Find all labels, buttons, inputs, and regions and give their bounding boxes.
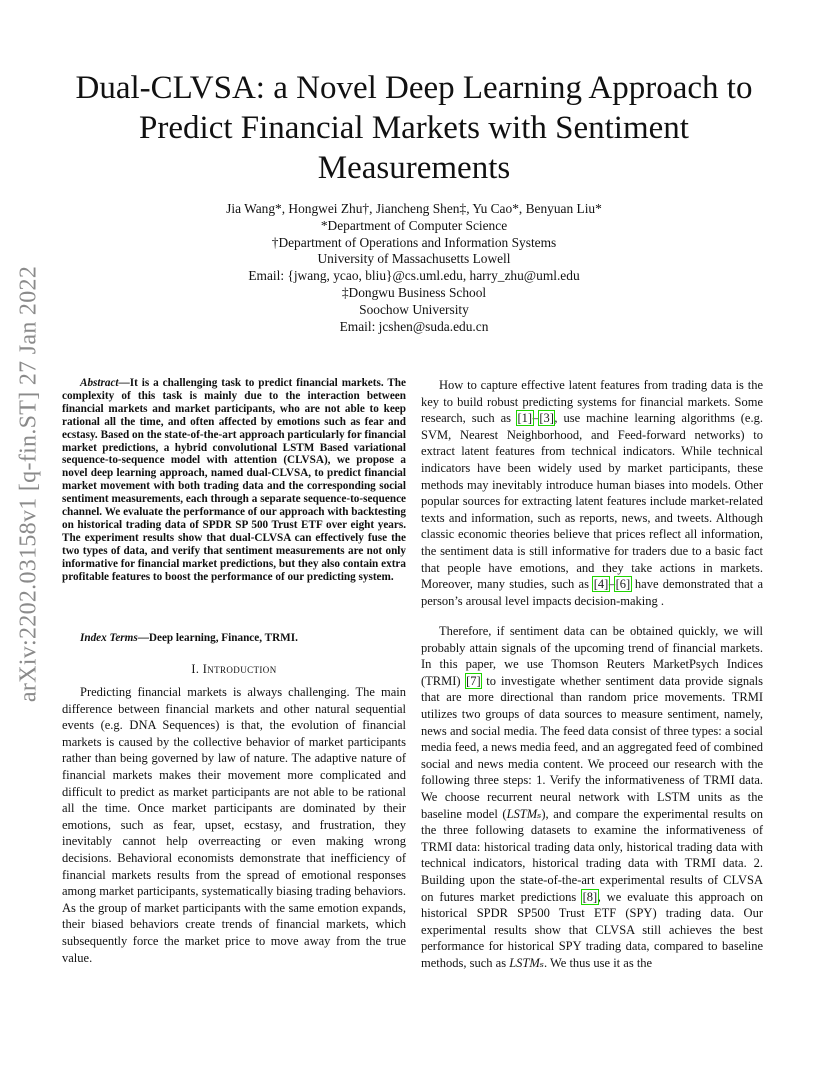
abstract-text: —It is a challenging task to predict financial markets. The complexity of this task is mainly due to the interaction between financial markets and market participants, who are not able to keep rational all the time, and often affected by emotions such as fear and ecstasy. Based on the state-of-the-art approach particularly for financial market predictions, a hybrid convolutional LSTM Based variational sequence-to-sequence model with attention (CLVSA), we propose a novel deep learning approach, named dual-CLVSA, to predict financial market movement with both trading data and the corresponding social sentiment measurements, each through a separate sequence-to-sequence channel. We evaluate the performance of our approach with backtesting on historical trading data of SPDR SP 500 Trust ETF over eight years. The experiment results show that dual-CLVSA can effectively fuse the two types of data, and verify that sentiment measurements are not only informative for financial market predictions, but they also contain extra profitable features to boost the performance of our predicting system.	[62, 377, 406, 583]
affiliation-line: *Department of Computer Science	[320, 217, 508, 233]
email-line: Email: jcshen@suda.edu.cn	[339, 318, 489, 334]
email-line: Email: {jwang, ycao, bliu}@cs.uml.edu, harry_zhu@uml.edu	[248, 268, 580, 284]
paper-title: Dual-CLVSA: a Novel Deep Learning Approach to Predict Financial Markets with Sentiment Measurements	[75, 70, 753, 186]
abstract	[62, 377, 406, 584]
index-terms	[62, 632, 406, 645]
intro-paragraph-right-2: Therefore, if sentiment data can be obtained quickly, we will probably attain signals of the upcoming trend of financial markets. In this paper, we use Thomson Reuters MarketPsych Indices (TRMI) [7] to investigate whether sentiment data provide signals that are more directional than random price movements. TRMI utilizes two groups of data sources to measure sentiment, namely, news and social media. The feed data consist of three types: a social media feed, a news media feed, and an aggregated feed of combined social and news media content. We proceed our research with the following three steps: 1. Verify the informativeness of TRMI data. We choose recurrent neural network with LSTM units as the baseline model (LSTMₛ), and compare the experimental results on the three following datasets to examine the informativeness of TRMI data: historical trading data only, historical trading data with technical indicators, historical trading data with TRMI data. 2. Building upon the state-of-the-art experimental results of CLVSA on futures market predictions [8], we evaluate this approach on historical SPDR SP500 Trust ETF (SPY) trading data. Our experimental results show that CLVSA still achieves the best performance for historical SPY trading data, compared to baseline methods, such as LSTMₛ. We thus use it as the	[421, 624, 763, 970]
citation-link[interactable]: [8]	[582, 889, 598, 904]
author-names: Jia Wang*, Hongwei Zhu†, Jiancheng Shen‡, Yu Cao*, Benyuan Liu*	[226, 201, 602, 216]
index-terms-text: —Deep learning, Finance, TRMI.	[137, 632, 298, 644]
citation-link[interactable]: [4]	[593, 577, 609, 592]
citation-link[interactable]: [1]	[517, 411, 533, 426]
citation-link[interactable]: [6]	[615, 577, 631, 592]
affiliation-line: Soochow University	[359, 301, 469, 317]
author-block	[100, 201, 728, 335]
math-symbol: LSTMₛ	[509, 955, 544, 970]
citation-link[interactable]: [7]	[466, 673, 481, 688]
affiliation-line: University of Massachusetts Lowell	[317, 251, 511, 267]
section-heading: I. Introduction	[191, 662, 277, 676]
intro-paragraph-right-1: How to capture effective latent features from trading data is the key to build robust predicting systems for financial markets. Some research, such as [1]–[3], use machine learning algorithms (e.g. SVM, Nearest Neighborhood, and Feed-forward networks) to extract latent features from technical indicators. While technical indicators have been widely used by market participants, these methods may inevitably introduce human biases into models. Other popular sources for extracting latent features include market-related texts and information, such as reports, news, and tweets. Although classic economic theories believe that prices reflect all information, the sentiment data is still informative for traders due to a basic fact that people have emotions, and they take actions in markets. Moreover, many studies, such as [4]–[6] have demonstrated that a person’s arousal level impacts decision-making .	[421, 378, 763, 608]
citation-link[interactable]: [3]	[539, 411, 554, 426]
affiliation-line: ‡Dongwu Business School	[341, 284, 487, 300]
index-terms-label: Index Terms	[80, 632, 138, 644]
arxiv-stamp	[14, 265, 44, 703]
intro-paragraph-left: Predicting financial markets is always challenging. The main difference between financial markets and other natural sequential events (e.g. DNA Sequences) is that, the evolution of financial markets is caused by the collective behavior of market participants rather than being governed by law of nature. The adaptive nature of financial markets makes their movement more complicated and difficult to predict as market participants are not able to be rational all the time. Once market participants are dominated by their emotions, such as fear, upset, ecstasy, and frustration, they inevitably cannot help overreacting or even making wrong decisions. Behavioral economists demonstrate that inefficiency of financial markets results from the spread of emotional responses among market participants, systematically biasing trading behaviors. As the group of market participants with the same emotion expands, their biased behaviors create trends of financial markets, which subsequently force the market price to move away from the true value.	[62, 685, 406, 965]
math-symbol: LSTMₛ	[506, 806, 542, 821]
abstract-label: Abstract	[80, 377, 119, 389]
affiliation-line: †Department of Operations and Information Systems	[271, 234, 557, 250]
arxiv-stamp-text: arXiv:2202.03158v1 [q-fin.ST] 27 Jan 2022	[15, 265, 42, 703]
